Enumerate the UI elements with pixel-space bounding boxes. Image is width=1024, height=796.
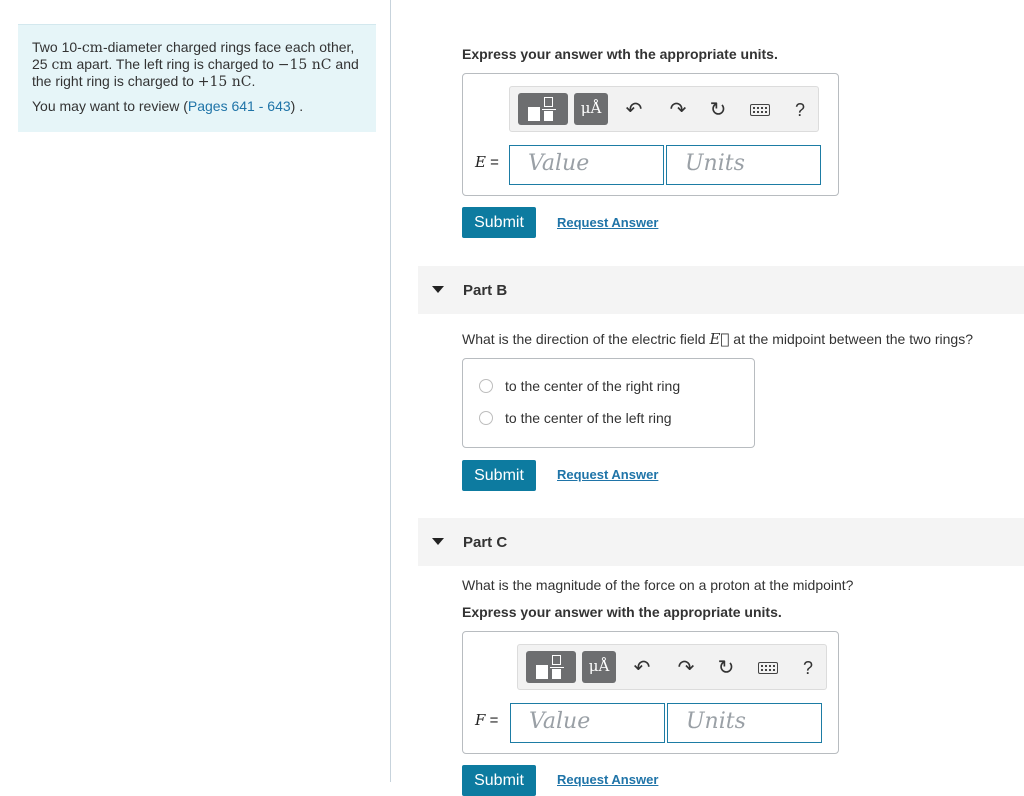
part-c-answer-box <box>462 631 839 754</box>
review-text: You may want to review (Pages 641 - 643) . <box>32 98 304 114</box>
templates-icon <box>528 107 540 121</box>
help-button[interactable]: ? <box>794 100 805 120</box>
part-c-header[interactable] <box>418 518 1024 566</box>
part-c-units-input[interactable]: Units <box>667 703 822 743</box>
units-button[interactable]: μÅ <box>574 93 608 125</box>
part-b-request-answer-link[interactable]: Request Answer <box>557 467 659 482</box>
part-c-math-toolbar <box>517 644 827 690</box>
templates-button[interactable] <box>526 651 576 683</box>
redo-icon[interactable]: ↷ <box>669 99 687 121</box>
part-a-math-toolbar <box>509 86 819 132</box>
part-c-variable-label: F = <box>475 711 499 729</box>
part-b-submit-button[interactable]: Submit <box>462 460 536 491</box>
reset-icon[interactable]: ↻ <box>717 657 735 679</box>
part-c-value-input[interactable]: Value <box>510 703 665 743</box>
radio-button[interactable] <box>479 379 493 393</box>
collapse-caret-icon <box>432 538 444 545</box>
part-c-request-answer-link[interactable]: Request Answer <box>557 772 659 787</box>
part-a-variable-label: E = <box>475 153 499 171</box>
redo-icon[interactable]: ↷ <box>677 657 695 679</box>
part-a-submit-button[interactable]: Submit <box>462 207 536 238</box>
radio-button[interactable] <box>479 411 493 425</box>
problem-text: Two 10-cm-diameter charged rings face each other, 25 cm apart. The left ring is charged to −15 nC and the right ring is charged to +15 nC. <box>32 39 359 90</box>
column-divider <box>390 0 391 782</box>
part-a-instruction: Express your answer wth the appropriate units. <box>462 46 778 62</box>
part-c-submit-button[interactable]: Submit <box>462 765 536 796</box>
part-b-header[interactable] <box>418 266 1024 314</box>
problem-statement <box>18 24 376 132</box>
part-c-question: What is the magnitude of the force on a proton at the midpoint? <box>462 577 854 593</box>
help-button[interactable]: ? <box>802 658 813 678</box>
electric-field-symbol: E⃗ <box>709 330 730 348</box>
undo-icon[interactable]: ↶ <box>625 99 643 121</box>
part-b-options: to the center of the right ring to the center of the left ring <box>462 358 755 448</box>
keyboard-icon[interactable] <box>748 87 774 133</box>
templates-icon <box>536 665 548 679</box>
part-a-units-input[interactable]: Units <box>666 145 821 185</box>
reset-icon[interactable]: ↻ <box>709 99 727 121</box>
part-c-title: Part C <box>463 534 508 551</box>
part-a-request-answer-link[interactable]: Request Answer <box>557 215 659 230</box>
templates-button[interactable] <box>518 93 568 125</box>
collapse-caret-icon <box>432 286 444 293</box>
review-pages-link[interactable]: Pages 641 - 643 <box>187 98 291 114</box>
part-a-answer-box <box>462 73 839 196</box>
part-c-instruction: Express your answer with the appropriate units. <box>462 604 782 620</box>
keyboard-icon[interactable] <box>756 645 782 691</box>
units-button[interactable]: μÅ <box>582 651 616 683</box>
part-b-title: Part B <box>463 282 508 299</box>
part-b-question: What is the direction of the electric field E⃗ at the midpoint between the two rings? <box>462 330 973 348</box>
undo-icon[interactable]: ↶ <box>633 657 651 679</box>
part-a-value-input[interactable]: Value <box>509 145 664 185</box>
